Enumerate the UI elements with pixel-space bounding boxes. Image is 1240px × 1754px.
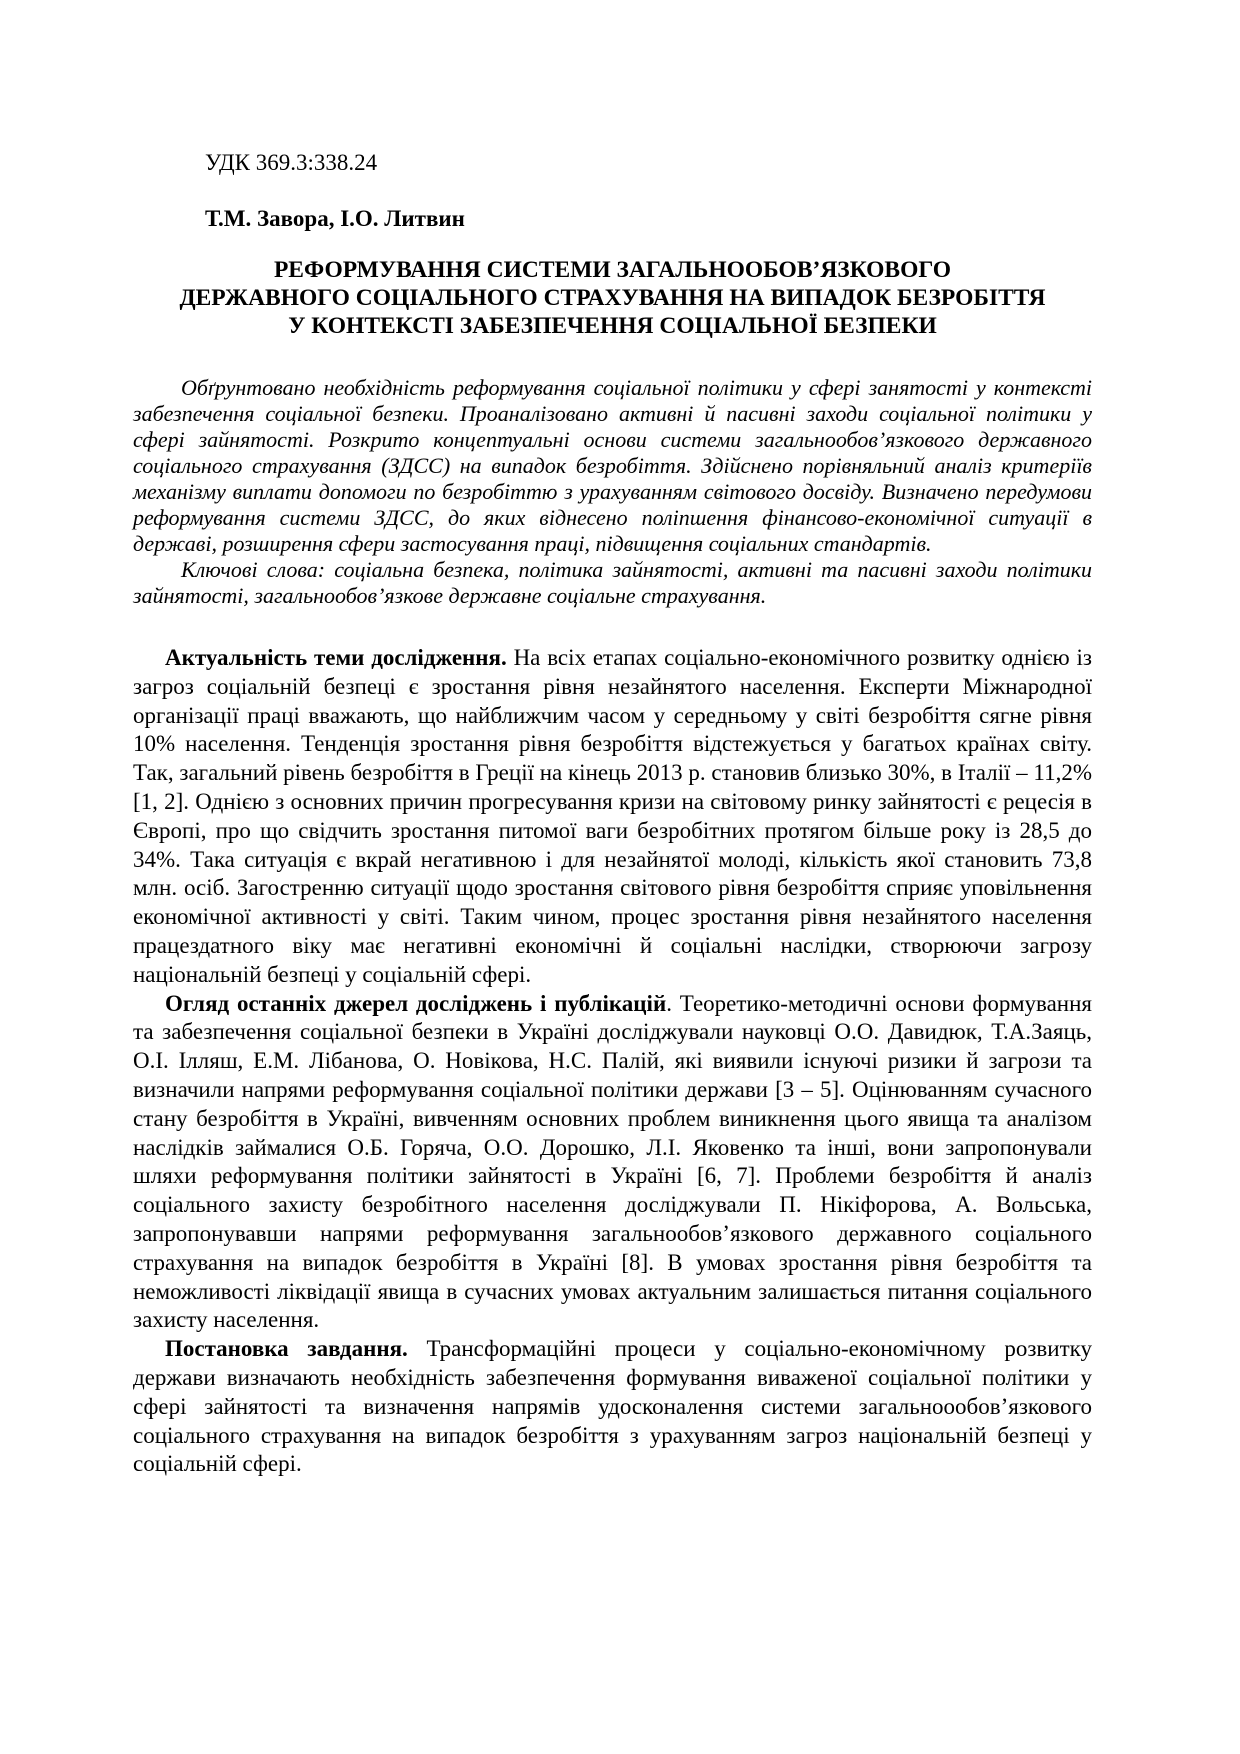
title-line-1: РЕФОРМУВАННЯ СИСТЕМИ ЗАГАЛЬНООБОВ’ЯЗКОВОГО bbox=[273, 257, 952, 283]
keywords-paragraph bbox=[133, 557, 1092, 609]
section-text-literature-review: . Теоретико-методичні основи формування та забезпечення соціальної безпеки в Україні досліджували науковці О.О. Давидюк, Т.А.Заяць, О.І. Ілляш, Е.М. Лібанова, О. Новікова, Н.С. Палій, які виявили існуючі ризики й загрози та визначили напрями реформування соціальної політики держави [3 – 5]. Оцінюванням сучасного стану безробіття в Україні, вивченням основних проблем виникнення цього явища та аналізом наслідків займалися О.Б. Горяча, О.О. Дорошко, Л.І. Яковенко та інші, вони запропонували шляхи реформування політики зайнятості в Україні [6, 7]. Проблеми безробіття й аналіз соціального захисту безробітного населення досліджували П. Нікіфорова, А. Вольська, запропонувавши напрями реформування загальнообов’язкового державного соціального страхування на випадок безробіття в Україні [8]. В умовах зростання рівня безробіття та неможливості ліквідації явища в сучасних умовах актуальним залишається питання соціального захисту населення. bbox=[133, 990, 1092, 1333]
keywords-label: Ключові слова: bbox=[181, 557, 326, 582]
keywords-text: соціальна безпека, політика зайнятості, активні та пасивні заходи політики зайнятості, загальнообов’язкове державне соціальне страхування. bbox=[133, 557, 1093, 608]
section-text-topicality: На всіх етапах соціально-економічного розвитку однією із загроз соціальній безпеці є зростання рівня незайнятого населення. Експерти Міжнародної організації праці вважають, що найближчим часом у середньому у світі безробіття сягне рівня 10% населення. Тенденція зростання рівня безробіття відстежується у багатьох країнах світу. Так, загальний рівень безробіття в Греції на кінець 2013 р. становив близько 30%, в Італії – 11,2% [1, 2]. Однією з основних причин прогресування кризи на світовому ринку зайнятості є рецесія в Європі, про що свідчить зростання питомої ваги безробітних протягом більше року із 28,5 до 34%. Така ситуація є вкрай негативною і для незайнятої молоді, кількість якої становить 73,8 млн. осіб. Загостренню ситуації щодо зростання світового рівня безробіття сприяє уповільнення економічної активності у світі. Таким чином, процес зростання рівня незайнятого населення працездатного віку має негативні економічні й соціальні наслідки, створюючи загрозу національній безпеці у соціальній сфері. bbox=[133, 645, 1093, 987]
paragraph-problem-statement bbox=[133, 1335, 1092, 1479]
paragraph-literature-review bbox=[133, 990, 1092, 1336]
title-line-2: ДЕРЖАВНОГО СОЦІАЛЬНОГО СТРАХУВАННЯ НА ВИПАДОК БЕЗРОБІТТЯ bbox=[179, 285, 1046, 311]
udc-number: УДК 369.3:338.24 bbox=[205, 150, 378, 175]
abstract-paragraph: Обґрунтовано необхідність реформування соціальної політики у сфері занятості у контексті забезпечення соціальної безпеки. Проаналізовано активні й пасивні заходи соціальної політики у сфері зайнятості. Розкрито концептуальні основи системи загальнообов’язкового державного соціального страхування (ЗДСС) на випадок безробіття. Здійснено порівняльний аналіз критеріїв механізму виплати допомоги по безробіттю з урахуванням світового досвіду. Визначено передумови реформування системи ЗДСС, до яких віднесено поліпшення фінансово-економічної ситуації в державі, розширення сфери застосування праці, підвищення соціальних стандартів. bbox=[133, 375, 1092, 556]
section-heading-topicality: Актуальність теми дослідження. bbox=[165, 645, 507, 670]
section-heading-literature-review: Огляд останніх джерел досліджень і публікацій bbox=[165, 990, 667, 1016]
paragraph-topicality bbox=[133, 644, 1092, 990]
article-title bbox=[133, 256, 1092, 340]
section-text-problem-statement: Трансформаційні процеси у соціально-економічному розвитку держави визначають необхідність забезпечення формування виваженої соціальної політики у сфері зайнятості та визначення напрямів удосконалення системи загальноообов’язкового соціального страхування на випадок безробіття з урахуванням загроз національній безпеці у соціальній сфері. bbox=[133, 1336, 1092, 1477]
title-line-3: У КОНТЕКСТІ ЗАБЕЗПЕЧЕННЯ СОЦІАЛЬНОЇ БЕЗПЕКИ bbox=[288, 313, 937, 339]
authors: Т.М. Завора, І.О. Литвин bbox=[205, 206, 465, 231]
section-heading-problem-statement: Постановка завдання. bbox=[165, 1336, 408, 1362]
